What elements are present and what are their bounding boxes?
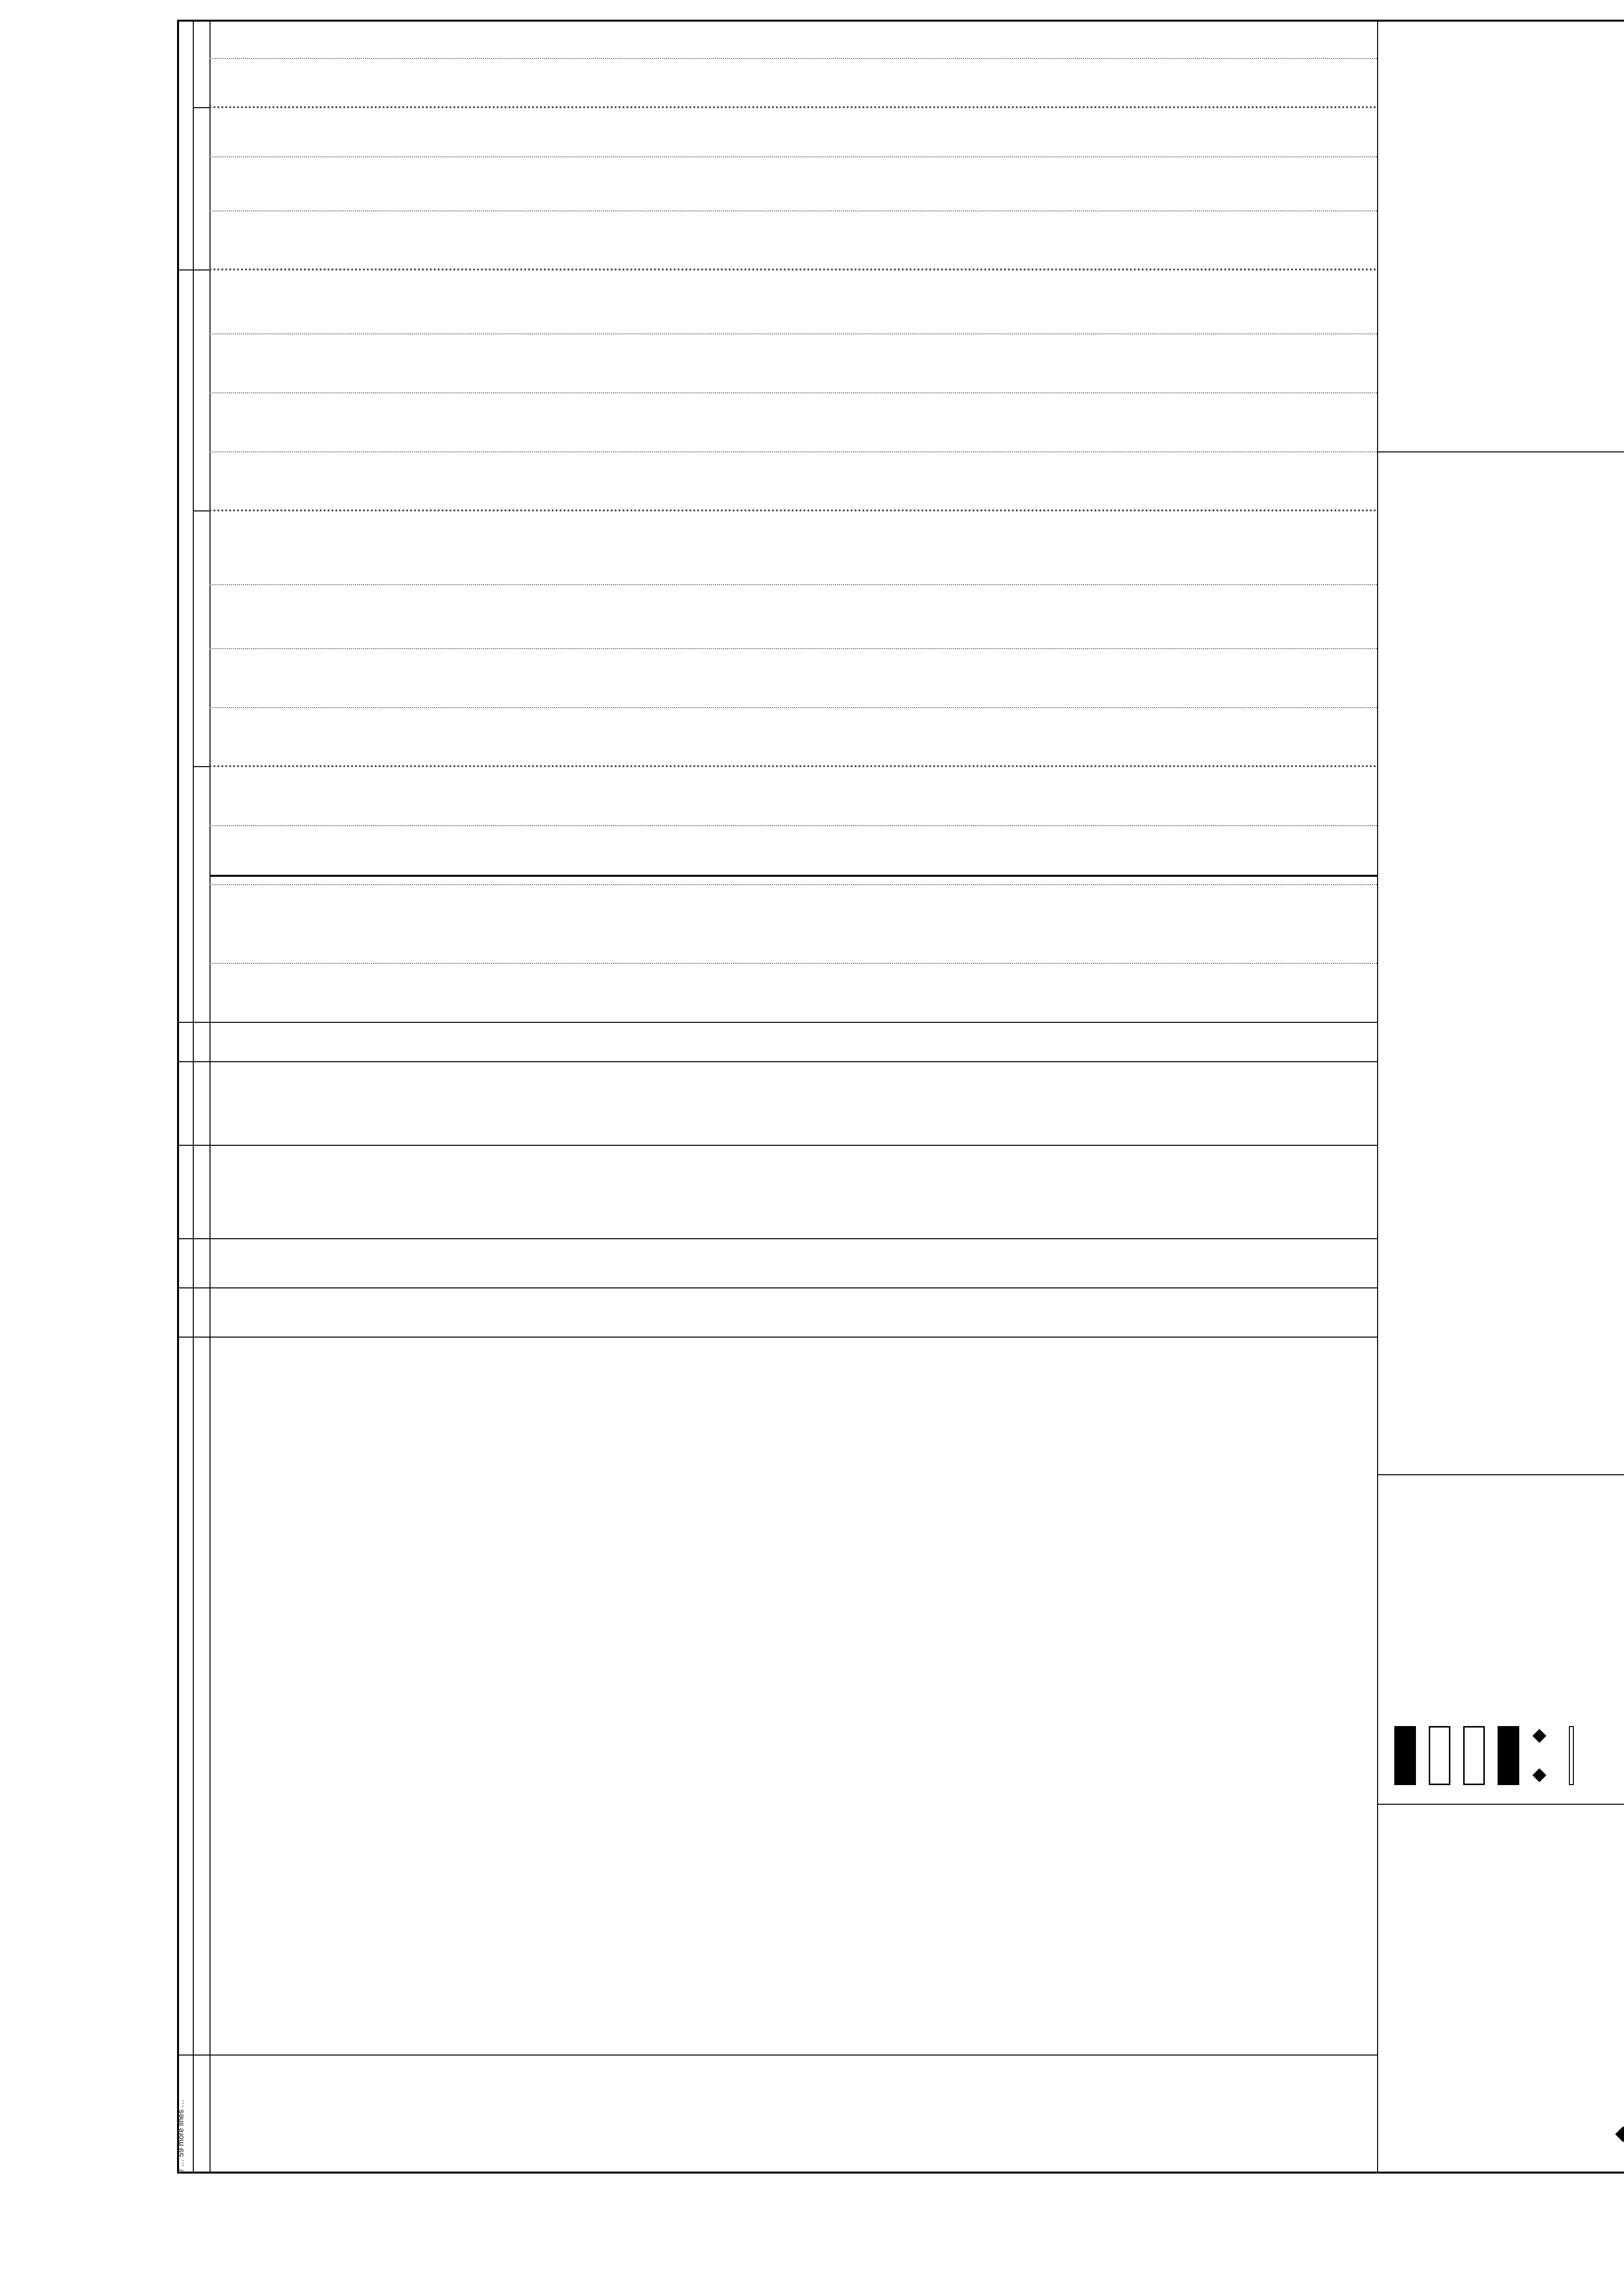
- legend-baseline-swatch: [1569, 1726, 1574, 1785]
- legend-remaining-swatch: [1429, 1726, 1450, 1785]
- legend-critical-swatch: [1498, 1726, 1519, 1785]
- legend-summary-swatch: [1463, 1726, 1485, 1785]
- legend-actual-swatch: [1394, 1726, 1416, 1785]
- company-logo: [1613, 2110, 1624, 2159]
- data-date-line: [210, 875, 1377, 877]
